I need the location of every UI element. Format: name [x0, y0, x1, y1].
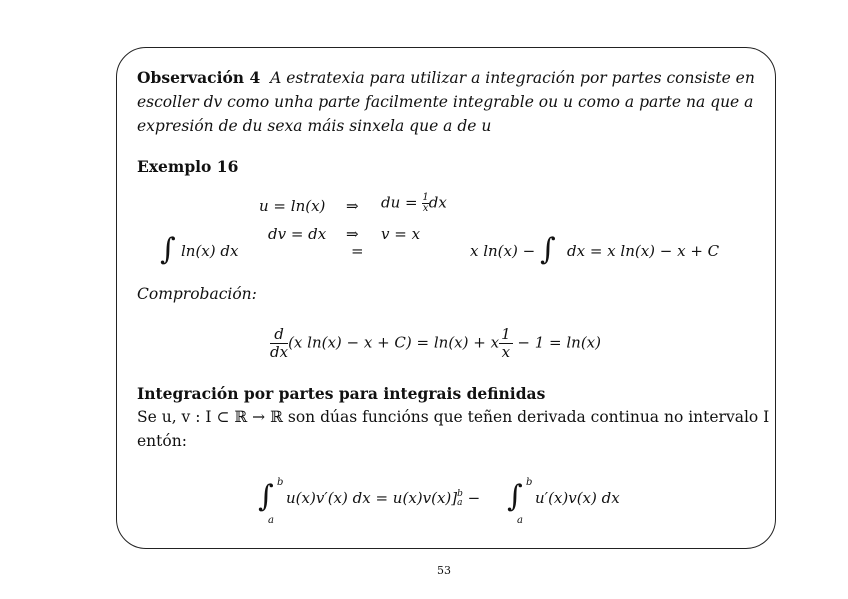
- formula-minus: −: [467, 489, 481, 507]
- row2-arrow: ⇒: [346, 225, 359, 243]
- integrand: ln(x) dx: [181, 242, 239, 260]
- observation-line-1: [137, 66, 755, 90]
- integral-sign: ∫: [160, 232, 176, 267]
- definite-line-2: entón:: [137, 432, 187, 450]
- page-number: 53: [437, 564, 451, 577]
- one-over-x-num: 1: [501, 325, 511, 343]
- row2-right: v = x: [381, 225, 421, 243]
- observation-label: Observación 4: [137, 68, 261, 87]
- bracket-sup: b: [457, 489, 463, 499]
- observation-line-2: escoller dv como unha parte facilmente integrable ou u como a parte na que a: [137, 93, 754, 111]
- derivative-frac: [270, 326, 288, 361]
- formula-integral-1: ∫: [258, 479, 274, 514]
- check-expr: (x ln(x) − x + C) = ln(x) + x: [288, 333, 500, 352]
- check-label: Comprobación:: [137, 285, 257, 303]
- result-integral-sign: ∫: [540, 232, 556, 267]
- check-equation: [270, 326, 601, 361]
- result-tail: dx = x ln(x) − x + C: [567, 242, 720, 260]
- formula-lower-2: a: [517, 515, 523, 526]
- definite-heading: Integración por partes para integrais definidas: [137, 384, 546, 403]
- row1-arrow: ⇒: [346, 197, 359, 215]
- formula-upper-2: b: [526, 477, 533, 488]
- result-head: x ln(x) −: [470, 242, 536, 260]
- bracket-sub: a: [457, 498, 463, 508]
- derivative-num: d: [270, 326, 288, 344]
- derivative-den: dx: [270, 343, 289, 361]
- check-tail: − 1 = ln(x): [517, 333, 601, 352]
- formula-lower-1: a: [268, 515, 274, 526]
- row1-right: [381, 193, 447, 214]
- formula-integral-2: ∫: [507, 479, 523, 514]
- row1-frac-num: 1: [422, 192, 429, 203]
- row1-du: du =: [381, 193, 423, 212]
- formula-term-1-text: u(x)v′(x) dx = u(x)v(x)]: [286, 489, 458, 507]
- equals-sign: =: [351, 242, 364, 260]
- row1-dx: dx: [428, 193, 447, 212]
- formula-upper-1: b: [277, 477, 284, 488]
- one-over-x-den: x: [501, 343, 511, 361]
- row2-left: dv = dx: [268, 225, 327, 243]
- formula-term-1: [286, 489, 480, 508]
- example-heading: Exemplo 16: [137, 157, 239, 176]
- observation-line-3: expresión de du sexa máis sinxela que a de u: [137, 117, 492, 135]
- row1-left: u = ln(x): [259, 197, 326, 215]
- bracket-limits: [457, 490, 463, 508]
- one-over-x-frac: [499, 326, 513, 361]
- formula-term-2: u′(x)v(x) dx: [535, 489, 620, 507]
- observation-text-1: A estratexia para utilizar a integración por partes consiste en: [270, 69, 755, 87]
- definite-line-1: Se u, v : I ⊂ ℝ → ℝ son dúas funcións que teñen derivada continua no intervalo I: [137, 408, 770, 426]
- row1-frac-den: x: [422, 203, 429, 214]
